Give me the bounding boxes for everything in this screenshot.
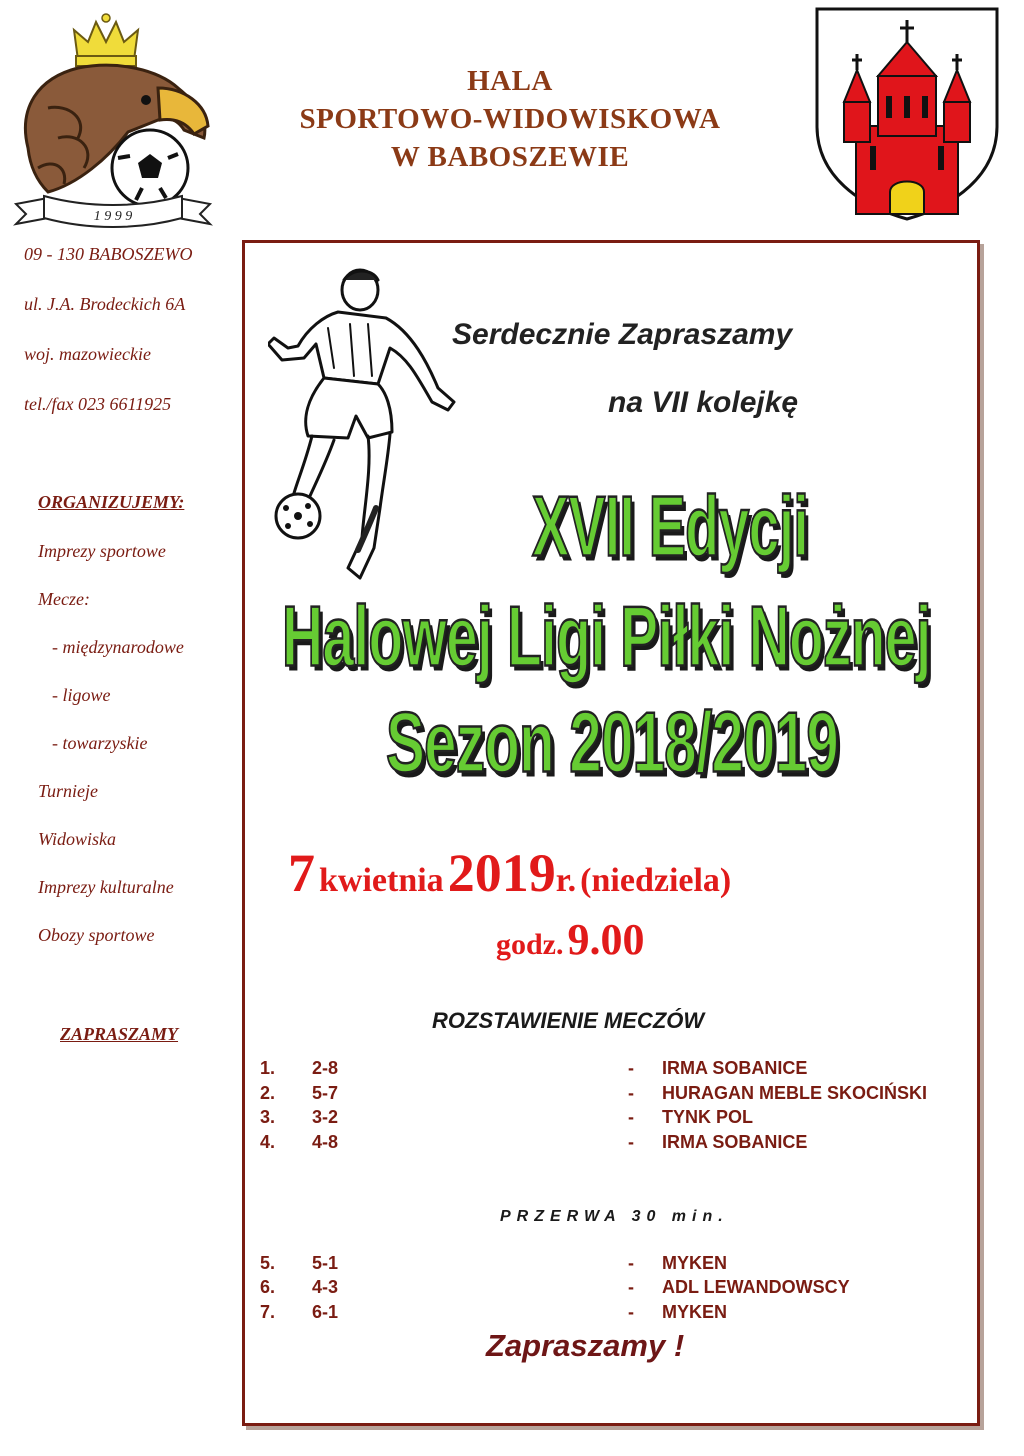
address-line-2: ul. J.A. Brodeckich 6A [24, 294, 186, 314]
venue-title-line3: W BABOSZEWIE [390, 141, 630, 173]
event-time [496, 914, 645, 965]
organize-item: Mecze: [38, 589, 90, 609]
organize-item: Imprezy kulturalne [38, 877, 174, 897]
sidebar-closing: ZAPRASZAMY [60, 1024, 179, 1044]
break-notice: PRZERWA 30 min. [500, 1208, 729, 1225]
headline-line-2: Halowej Ligi Piłki Nożnej [282, 589, 931, 685]
venue-title-line2: SPORTOWO-WIDOWISKOWA [299, 103, 721, 135]
organize-heading: ORGANIZUJEMY: [38, 492, 185, 512]
event-date [288, 842, 731, 904]
year-ribbon [16, 196, 210, 227]
poster-closing: Zapraszamy ! [486, 1328, 685, 1363]
crown-icon [74, 14, 138, 66]
date-weekday: (niedziela) [580, 862, 732, 899]
time-value: 9.00 [567, 915, 645, 964]
schedule-title: ROZSTAWIENIE MECZÓW [432, 1008, 705, 1033]
coat-of-arms [814, 6, 1000, 222]
invite-line-1: Serdecznie Zapraszamy [452, 318, 793, 351]
organize-item: Obozy sportowe [38, 925, 155, 945]
organize-item: Imprezy sportowe [38, 541, 166, 561]
headline-line-3: Sezon 2018/2019 [386, 695, 839, 791]
date-year: 2019 [447, 843, 556, 903]
organize-item: Turnieje [38, 781, 99, 801]
club-logo [8, 8, 218, 240]
venue-title [230, 62, 790, 176]
venue-title-line1: HALA [467, 65, 553, 97]
time-label: godz. [496, 928, 564, 961]
ball-icon [276, 494, 320, 538]
invite-line-2: na VII kolejkę [608, 386, 799, 419]
headline-line-1: XVII Edycji [532, 479, 809, 575]
date-month: kwietnia [319, 862, 444, 899]
organize-item: Widowiska [38, 829, 117, 849]
address-line-4: tel./fax 023 6611925 [24, 394, 172, 414]
organize-item: - ligowe [52, 685, 111, 705]
club-year: 1 9 9 9 [93, 209, 133, 224]
organize-item: - międzynarodowe [52, 637, 184, 657]
organize-item: - towarzyskie [52, 733, 148, 753]
football-player-illustration [268, 268, 480, 590]
address-line-3: woj. mazowieckie [24, 344, 151, 364]
football-icon [112, 130, 188, 206]
date-suffix: r. [555, 862, 577, 899]
date-day: 7 [288, 843, 315, 903]
address-line-1: 09 - 130 BABOSZEWO [24, 244, 193, 264]
